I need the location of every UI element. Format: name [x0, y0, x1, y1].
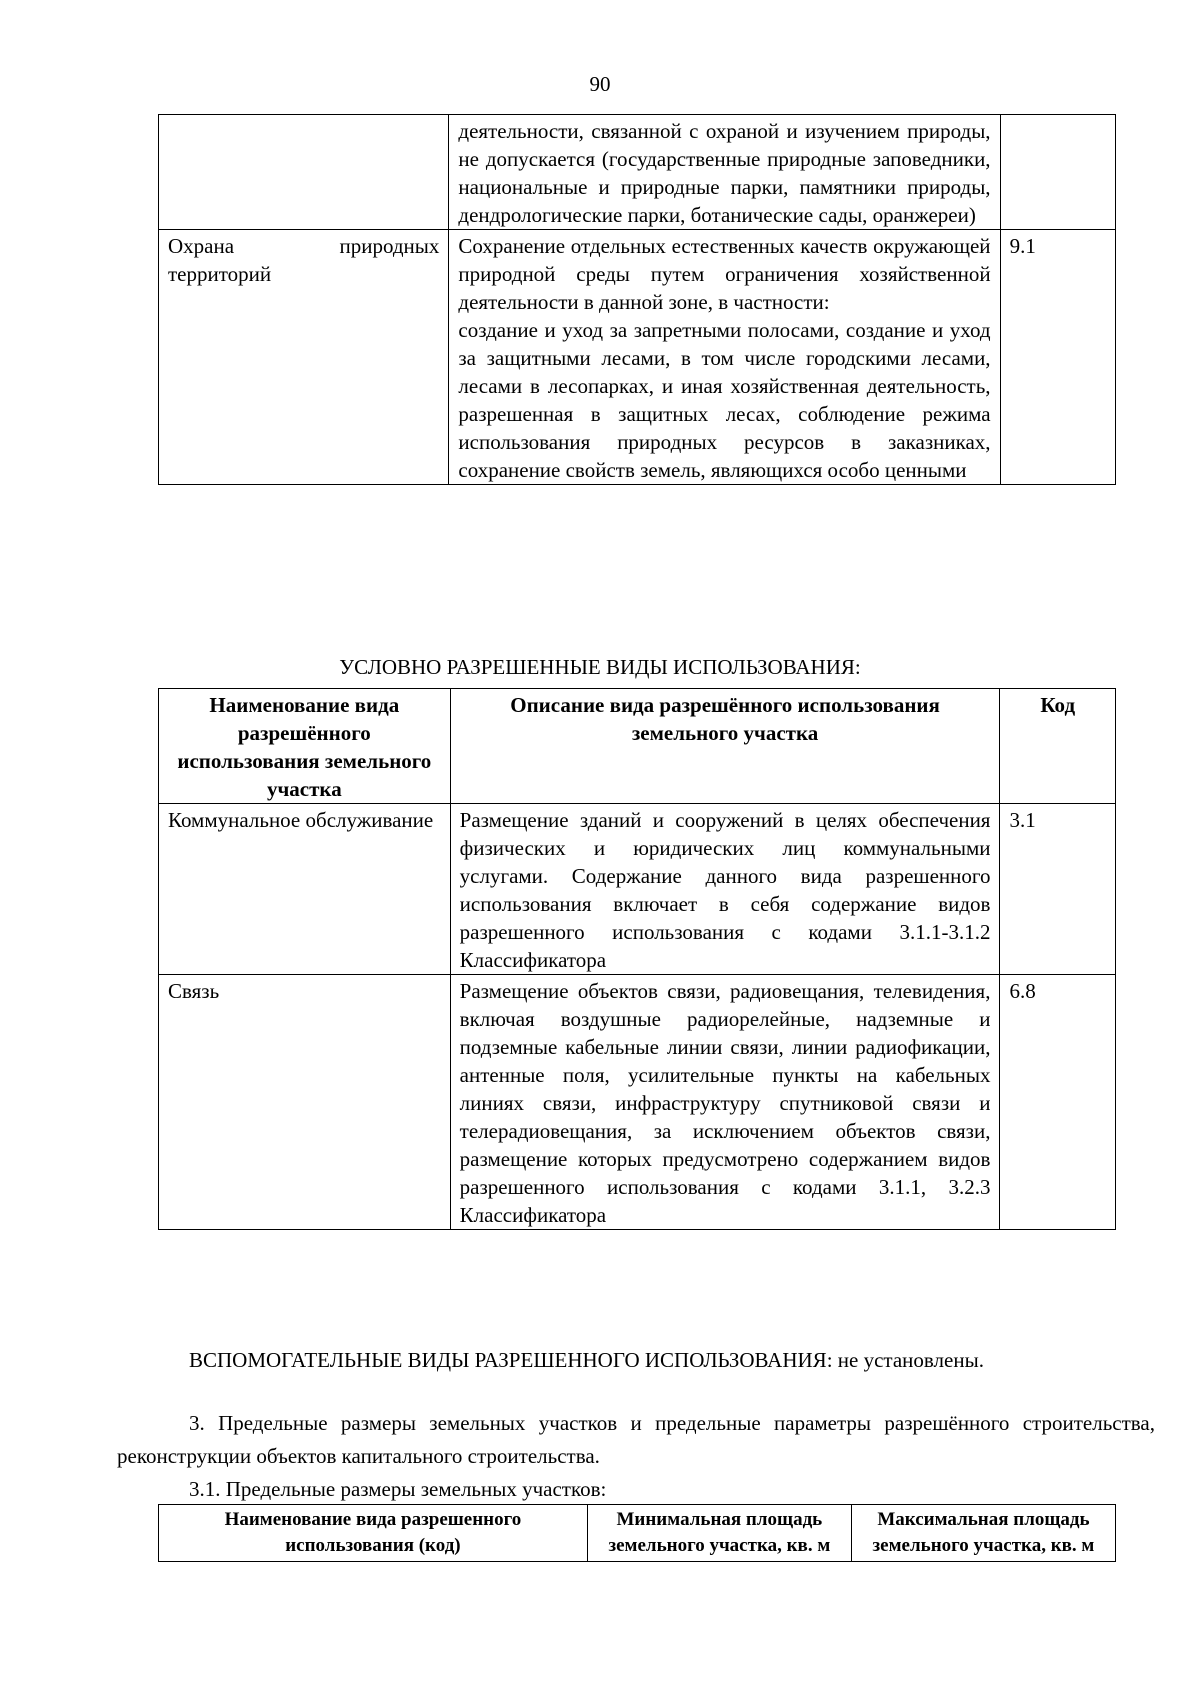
header-use-code: Код	[1000, 689, 1116, 804]
section-3-1-paragraph: 3.1. Предельные размеры земельных участков:	[189, 1477, 607, 1501]
use-description-text: Сохранение отдельных естественных качеств окружающей природной среды путем ограничения хозяйственной деятельности в данной зоне, в частности:	[458, 234, 991, 314]
table-row	[159, 975, 1116, 1230]
table-row	[159, 230, 1116, 485]
use-description-cell: деятельности, связанной с охраной и изучением природы, не допускается (государственные природные заповедники, национальные и природные парки, памятники природы, дендрологические парки, ботанические сады, оранжереи)	[449, 115, 1000, 230]
auxiliary-uses-heading: ВСПОМОГАТЕЛЬНЫЕ ВИДЫ РАЗРЕШЕННОГО ИСПОЛЬЗОВАНИЯ	[189, 1348, 827, 1372]
use-name-cell: Связь	[159, 975, 451, 1230]
use-code-cell	[1000, 115, 1115, 230]
table-header-row	[159, 1505, 1116, 1562]
header-use-name: Наименование вида разрешённого использования земельного участка	[159, 689, 451, 804]
header-max-area: Максимальная площадь земельного участка, кв. м	[851, 1505, 1115, 1562]
use-code-cell: 3.1	[1000, 804, 1116, 975]
auxiliary-uses-line	[189, 1348, 984, 1373]
use-name-cell: Охрана природных территорий	[159, 230, 449, 485]
use-description-cell: Размещение зданий и сооружений в целях обеспечения физических и юридических лиц коммунальными услугами. Содержание данного вида разрешенного использования включает в себя содержание видов разрешенного использования с кодами 3.1.1-3.1.2 Классификатора	[450, 804, 1000, 975]
page-number: 90	[589, 72, 611, 96]
use-description-text: создание и уход за запретными полосами, создание и уход за защитными лесами, в том числе городскими лесами, лесами в лесопарках, и иная хозяйственная деятельность, разрешенная в защитных лесах, соблюдение режима использования природных ресурсов в заказниках, сохранение свойств земель, являющихся особо ценными	[458, 318, 991, 482]
header-min-area: Минимальная площадь земельного участка, кв. м	[587, 1505, 851, 1562]
section-3-paragraph: 3. Предельные размеры земельных участков и предельные параметры разрешённого строительства, реконструкции объектов капитального строительства.	[117, 1411, 1155, 1468]
plot-sizes-table	[158, 1504, 1116, 1562]
use-code-cell: 9.1	[1000, 230, 1115, 485]
table-header-row	[159, 689, 1116, 804]
use-name-cell	[159, 115, 449, 230]
use-description-cell: Размещение объектов связи, радиовещания, телевидения, включая воздушные радиорелейные, надземные и подземные кабельные линии связи, линии радиофикации, антенные поля, усилительные пункты на кабельных линиях связи, инфраструктуру спутниковой связи и телерадиовещания, за исключением объектов связи, размещение которых предусмотрено содержанием видов разрешенного использования с кодами 3.1.1, 3.2.3 Классификатора	[450, 975, 1000, 1230]
use-name-cell: Коммунальное обслуживание	[159, 804, 451, 975]
header-use-name-code: Наименование вида разрешенного использования (код)	[159, 1505, 588, 1562]
table-row	[159, 804, 1116, 975]
auxiliary-uses-value: : не установлены.	[826, 1348, 984, 1372]
conditional-uses-heading: УСЛОВНО РАЗРЕШЕННЫЕ ВИДЫ ИСПОЛЬЗОВАНИЯ:	[339, 655, 861, 679]
header-use-description: Описание вида разрешённого использования земельного участка	[450, 689, 1000, 804]
use-description-cell	[449, 230, 1000, 485]
table-row	[159, 115, 1116, 230]
conditional-uses-table	[158, 688, 1116, 1230]
use-code-cell: 6.8	[1000, 975, 1116, 1230]
permitted-uses-table-continued	[158, 114, 1116, 485]
